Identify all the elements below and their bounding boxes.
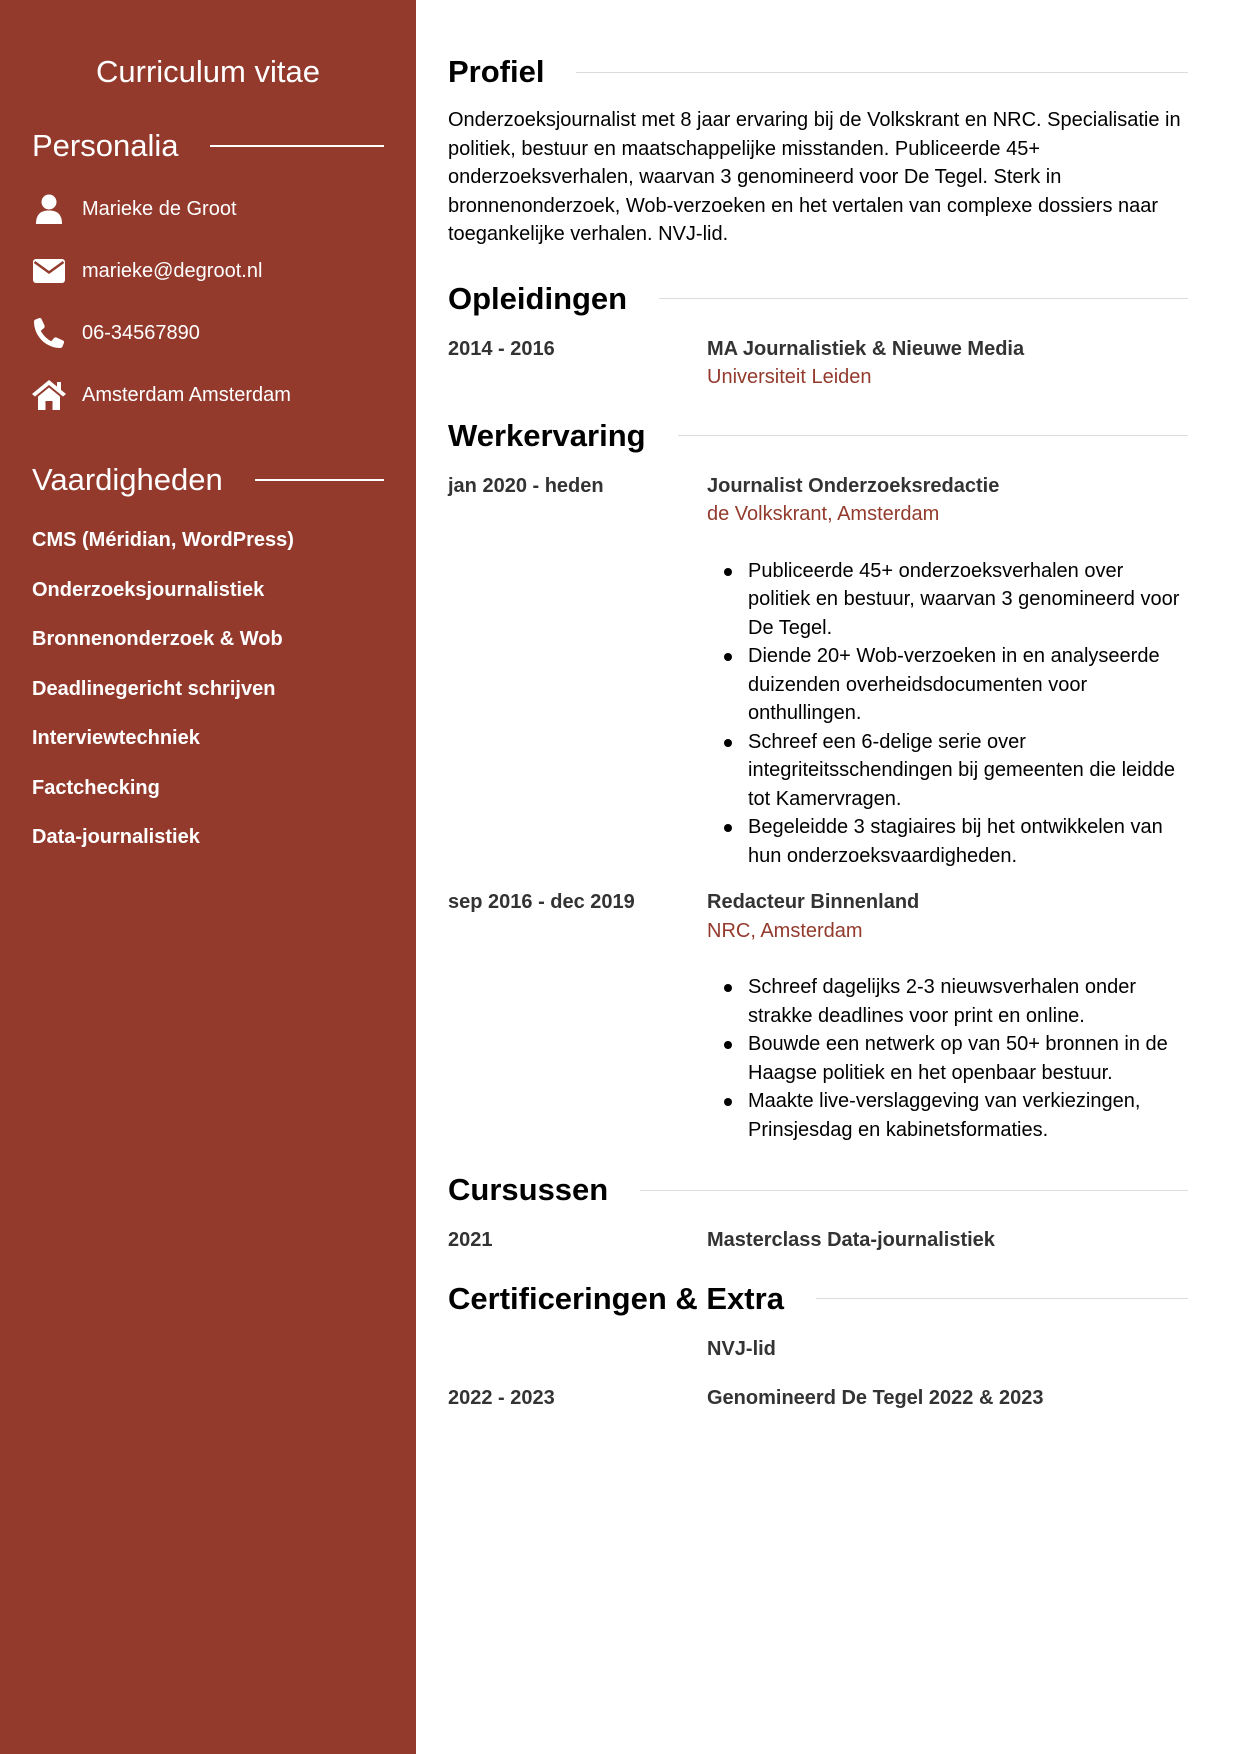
personalia-heading-label: Personalia xyxy=(32,128,179,163)
certification-entry xyxy=(448,1384,1188,1413)
profile-section xyxy=(448,52,1188,249)
education-entry xyxy=(448,335,1188,392)
entry-title: MA Journalistiek & Nieuwe Media xyxy=(707,337,1025,360)
courses-section xyxy=(448,1170,1188,1255)
education-heading-label: Opleidingen xyxy=(448,280,628,316)
bullet-item: Schreef een 6-delige serie over integriteitsschendingen bij gemeenten die leidde tot Kamervragen. xyxy=(748,728,1188,814)
contact-phone[interactable] xyxy=(32,302,384,364)
entry-details xyxy=(707,472,1188,871)
skills-heading xyxy=(32,460,384,500)
contact-address-text: Amsterdam Amsterdam xyxy=(82,383,291,406)
bullet-item: Schreef dagelijks 2-3 nieuwsverhalen onder strakke deadlines voor print en online. xyxy=(748,973,1188,1030)
entry-date: 2021 xyxy=(448,1229,493,1251)
experience-section xyxy=(448,416,1188,1145)
certification-entry xyxy=(448,1335,1188,1364)
skill-item: Deadlinegericht schrijven xyxy=(32,677,276,700)
entry-date: sep 2016 - dec 2019 xyxy=(448,891,635,913)
skill-item: CMS (Méridian, WordPress) xyxy=(32,529,294,551)
entry-date: jan 2020 - heden xyxy=(448,474,604,497)
contact-name-text: Marieke de Groot xyxy=(82,197,237,220)
divider xyxy=(210,145,384,147)
entry-org: de Volkskrant, Amsterdam xyxy=(707,503,940,525)
skill-item: Onderzoeksjournalistiek xyxy=(32,578,265,601)
entry-bullets xyxy=(707,973,1188,1144)
certifications-section xyxy=(448,1279,1188,1413)
divider xyxy=(659,298,1188,299)
skill-item: Bronnenonderzoek & Wob xyxy=(32,628,283,650)
bullet-item: Maakte live-verslaggeving van verkiezingen, Prinsjesdag en kabinetsformaties. xyxy=(748,1087,1188,1144)
skill-item: Data-journalistiek xyxy=(32,826,200,848)
divider xyxy=(576,72,1188,73)
skills-heading-label: Vaardigheden xyxy=(32,462,223,497)
contact-phone-text[interactable]: 06-34567890 xyxy=(82,321,200,344)
divider xyxy=(640,1190,1188,1191)
education-section xyxy=(448,279,1188,392)
divider xyxy=(816,1298,1188,1299)
contact-email-text[interactable]: marieke@degroot.nl xyxy=(82,259,263,282)
bullet-item: Diende 20+ Wob-verzoeken in en analyseerde duizenden overheidsdocumenten voor onthullingen. xyxy=(748,642,1188,728)
contact-email[interactable] xyxy=(32,240,384,302)
profile-text: Onderzoeksjournalist met 8 jaar ervaring bij de Volkskrant en NRC. Specialisatie in politiek, bestuur en maatschappelijke misstanden. Publiceerde 45+ onderzoeksverhalen, waarvan 3 genomineerd voor De Tegel. Sterk in bronnenonderzoek, Wob-verzoeken en het vertalen van complexe dossiers naar toegankelijke verhalen. NVJ-lid. xyxy=(448,109,1181,245)
entry-details xyxy=(707,888,1188,1144)
entry-details xyxy=(707,1384,1188,1413)
entry-title: NVJ-lid xyxy=(707,1337,776,1360)
experience-entry xyxy=(448,888,1188,1144)
contact-list xyxy=(32,178,384,426)
divider xyxy=(678,435,1188,436)
entry-details xyxy=(707,335,1188,392)
cv-title: Curriculum vitae xyxy=(96,54,320,89)
profile-heading xyxy=(448,52,1188,92)
phone-icon xyxy=(32,316,66,350)
envelope-icon xyxy=(32,254,66,288)
entry-date: 2022 - 2023 xyxy=(448,1387,555,1409)
entry-date: 2014 - 2016 xyxy=(448,337,555,360)
home-icon xyxy=(32,378,66,412)
skill-item: Interviewtechniek xyxy=(32,727,200,749)
certifications-heading-label: Certificeringen & Extra xyxy=(448,1280,784,1316)
entry-title: Genomineerd De Tegel 2022 & 2023 xyxy=(707,1387,1044,1409)
main-content xyxy=(448,0,1188,1413)
entry-title: Masterclass Data-journalistiek xyxy=(707,1229,995,1251)
entry-bullets xyxy=(707,557,1188,871)
bullet-item: Publiceerde 45+ onderzoeksverhalen over politiek en bestuur, waarvan 3 genomineerd voor De Tegel. xyxy=(748,557,1188,643)
contact-address xyxy=(32,364,384,426)
certifications-heading xyxy=(448,1279,1188,1319)
profile-heading-label: Profiel xyxy=(448,54,545,89)
experience-heading xyxy=(448,416,1188,456)
personalia-heading xyxy=(32,126,384,166)
education-heading xyxy=(448,279,1188,319)
entry-org: NRC, Amsterdam xyxy=(707,919,863,942)
bullet-item: Bouwde een netwerk op van 50+ bronnen in de Haagse politiek en het openbaar bestuur. xyxy=(748,1030,1188,1087)
course-entry xyxy=(448,1226,1188,1255)
sidebar xyxy=(0,0,416,1754)
experience-heading-label: Werkervaring xyxy=(448,417,646,453)
entry-org: Universiteit Leiden xyxy=(707,366,872,388)
courses-heading xyxy=(448,1170,1188,1210)
entry-title: Journalist Onderzoeksredactie xyxy=(707,474,1000,497)
entry-details xyxy=(707,1226,1188,1255)
entry-details xyxy=(707,1335,1188,1364)
user-icon xyxy=(32,192,66,226)
skills-list xyxy=(32,516,384,863)
experience-entry xyxy=(448,472,1188,871)
entry-date xyxy=(448,1335,707,1364)
contact-name xyxy=(32,178,384,240)
bullet-item: Begeleidde 3 stagiaires bij het ontwikkelen van hun onderzoeksvaardigheden. xyxy=(748,813,1188,870)
divider xyxy=(255,479,384,481)
courses-heading-label: Cursussen xyxy=(448,1172,609,1207)
skill-item: Factchecking xyxy=(32,776,160,799)
entry-title: Redacteur Binnenland xyxy=(707,891,920,913)
